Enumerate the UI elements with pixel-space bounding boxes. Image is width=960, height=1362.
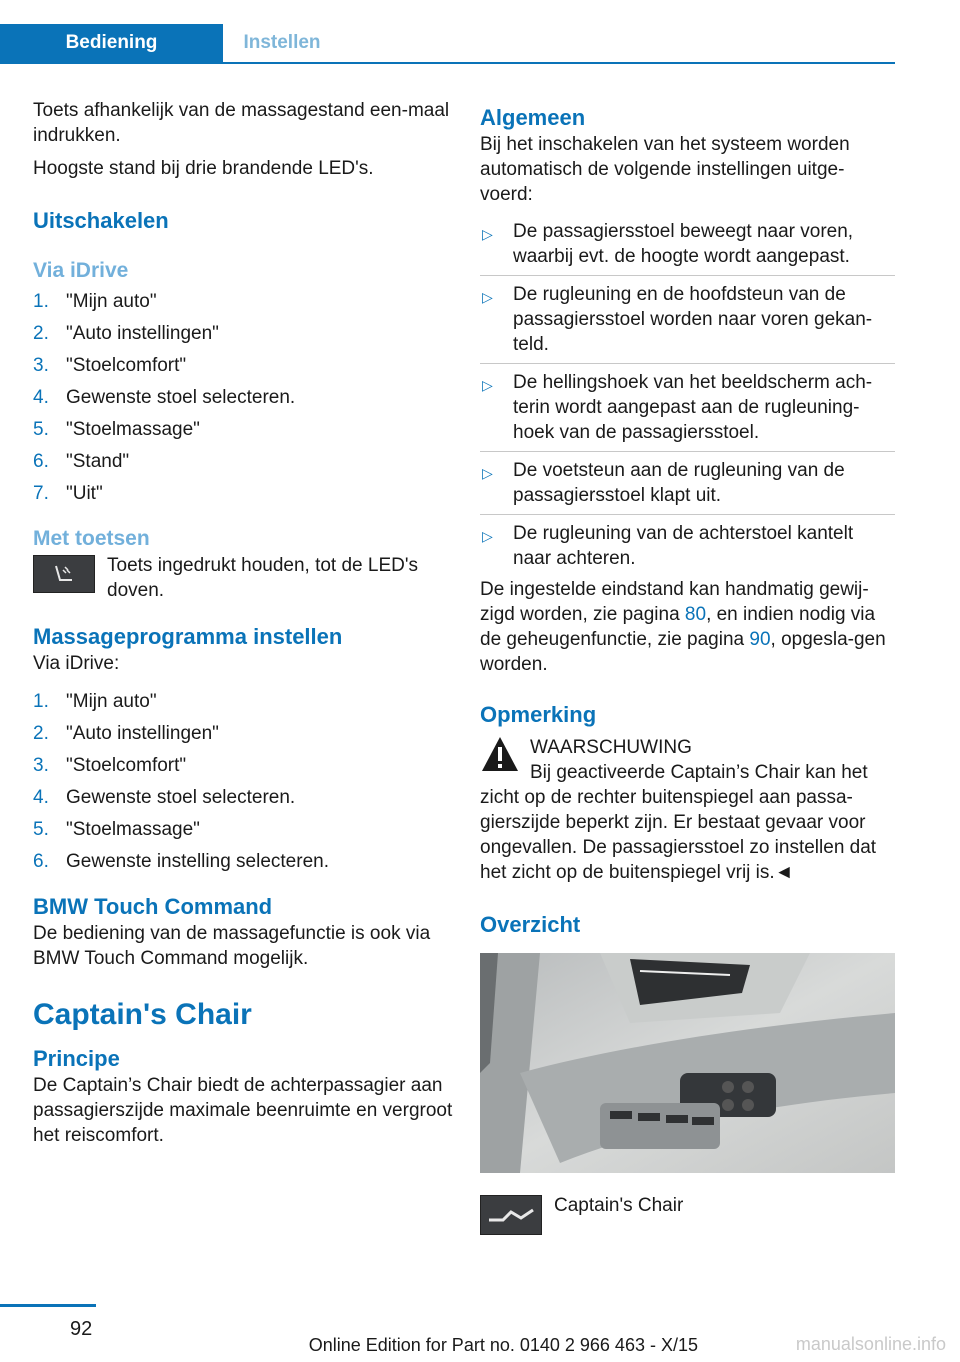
footer-divider — [0, 1304, 96, 1307]
section-heading-uitschakelen: Uitschakelen — [33, 208, 169, 233]
step-text: "Auto instellingen" — [66, 723, 219, 744]
bullet-text: De hellingshoek van het beeldscherm ach-terin wordt aangepast aan de rugleuning-hoek van de passagiersstoel. — [513, 372, 873, 443]
list-item — [480, 219, 895, 276]
list-item — [33, 817, 453, 842]
section-heading-algemeen: Algemeen — [480, 105, 586, 130]
end-position-text-part: , en indien nodig via de geheugenfunctie, zie pagina — [480, 604, 876, 650]
list-item — [480, 370, 895, 452]
list-item — [33, 481, 453, 506]
steps-list-off — [33, 289, 453, 506]
settings-bullet-list — [480, 219, 895, 571]
captains-chair-button-legend — [480, 1193, 895, 1263]
step-text: Gewenste stoel selecteren. — [66, 787, 296, 808]
page-number: 92 — [70, 1318, 93, 1340]
step-text: "Stoelmassage" — [66, 819, 200, 840]
step-number: 6. — [33, 851, 49, 872]
door-panel-photo — [480, 953, 895, 1173]
captains-chair-caption: Captain's Chair — [554, 1195, 684, 1216]
program-intro: Via iDrive: — [33, 653, 120, 674]
list-item — [33, 417, 453, 442]
step-number: 2. — [33, 323, 49, 344]
step-text: "Mijn auto" — [66, 691, 157, 712]
steps-list-program — [33, 689, 453, 874]
step-number: 6. — [33, 451, 49, 472]
triangle-bullet-icon: ▷ — [482, 528, 493, 544]
principle-text: De Captain’s Chair biedt de achterpassagier aan passagierszijde maximale beenruimte en vergroot het reiscomfort. — [33, 1075, 453, 1146]
subheading-met-toetsen: Met toetsen — [33, 527, 150, 550]
step-number: 4. — [33, 387, 49, 408]
watermark: manualsonline.info — [795, 1334, 946, 1354]
warning-triangle-icon — [480, 735, 520, 773]
section-heading-massageprogramma: Massageprogramma instellen — [33, 624, 343, 649]
step-text: "Stoelcomfort" — [66, 355, 187, 376]
list-item — [33, 849, 453, 874]
chapter-heading-captains-chair: Captain's Chair — [33, 998, 252, 1031]
page-link-90[interactable]: 90 — [749, 629, 771, 650]
step-number: 2. — [33, 723, 49, 744]
warning-title: WAARSCHUWING — [530, 737, 692, 758]
list-item — [33, 721, 453, 746]
section-heading-opmerking: Opmerking — [480, 702, 597, 727]
step-number: 3. — [33, 755, 49, 776]
subheading-via-idrive: Via iDrive — [33, 259, 129, 282]
step-number: 3. — [33, 355, 49, 376]
list-item — [480, 458, 895, 515]
triangle-bullet-icon: ▷ — [482, 465, 493, 481]
triangle-bullet-icon: ▷ — [482, 377, 493, 393]
step-text: "Stoelcomfort" — [66, 755, 187, 776]
list-item — [33, 753, 453, 778]
step-text: "Stoelmassage" — [66, 419, 200, 440]
left-column — [33, 98, 453, 1148]
bullet-text: De voetsteun aan de rugleuning van de passagiersstoel klapt uit. — [513, 460, 845, 506]
page-link-80[interactable]: 80 — [684, 604, 707, 625]
step-number: 4. — [33, 787, 49, 808]
touch-command-text: De bediening van de massagefunctie is ook via BMW Touch Command mogelijk. — [33, 923, 431, 969]
section-heading-touch-command: BMW Touch Command — [33, 894, 273, 919]
bullet-text: De passagiersstoel beweegt naar voren, waarbij evt. de hoogte wordt aangepast. — [513, 221, 854, 267]
list-item — [480, 521, 895, 571]
list-item — [33, 385, 453, 410]
tab-bediening[interactable]: Bediening — [0, 24, 223, 62]
seat-massage-button-icon — [33, 555, 95, 593]
tab-instellen[interactable]: Instellen — [243, 32, 321, 53]
step-number: 7. — [33, 483, 49, 504]
right-column — [480, 104, 895, 1263]
step-text: Gewenste stoel selecteren. — [66, 387, 296, 408]
triangle-bullet-icon: ▷ — [482, 289, 493, 305]
end-position-text-part: De ingestelde eindstand kan handmatig gewij-zigd worden, zie pagina — [480, 579, 869, 625]
end-position-text-part: , opgesla-gen worden. — [480, 629, 886, 675]
list-item — [33, 785, 453, 810]
section-heading-overzicht: Overzicht — [480, 912, 581, 937]
edition-footer: Online Edition for Part no. 0140 2 966 463 - X/15 — [308, 1335, 698, 1355]
button-instruction-text: Toets ingedrukt houden, tot de LED's doven. — [107, 555, 418, 601]
step-text: "Stand" — [66, 451, 130, 472]
intro-paragraph: Hoogste stand bij drie brandende LED's. — [33, 158, 374, 179]
step-number: 1. — [33, 291, 49, 312]
list-item — [33, 353, 453, 378]
warning-text: Bij geactiveerde Captain’s Chair kan het zicht op de rechter buitenspiegel aan passa-gierszijde beperkt zijn. Er bestaat gevaar voor ongevallen. De passagiersstoel zo instellen dat het zicht op de buitenspiegel vrij is.◄ — [480, 762, 877, 883]
bullet-text: De rugleuning en de hoofdsteun van de passagiersstoel worden naar voren gekan-teld. — [513, 284, 873, 355]
list-item — [33, 449, 453, 474]
step-text: Gewenste instelling selecteren. — [66, 851, 329, 872]
general-intro: Bij het inschakelen van het systeem worden automatisch de volgende instellingen uitge-voerd: — [480, 134, 850, 205]
step-number: 5. — [33, 819, 49, 840]
list-item — [33, 289, 453, 314]
bullet-text: De rugleuning van de achterstoel kantelt naar achteren. — [513, 523, 854, 569]
intro-paragraph: Toets afhankelijk van de massagestand een-maal indrukken. — [33, 100, 450, 146]
end-position-text — [480, 577, 895, 677]
step-text: "Auto instellingen" — [66, 323, 219, 344]
list-item — [33, 321, 453, 346]
step-number: 5. — [33, 419, 49, 440]
triangle-bullet-icon: ▷ — [482, 226, 493, 242]
section-heading-principe: Principe — [33, 1046, 120, 1071]
captains-chair-button-icon — [480, 1195, 542, 1235]
section-tabs — [0, 24, 895, 64]
button-instruction — [33, 553, 453, 623]
step-number: 1. — [33, 691, 49, 712]
step-text: "Mijn auto" — [66, 291, 157, 312]
warning-box — [480, 735, 895, 885]
step-text: "Uit" — [66, 483, 103, 504]
list-item — [480, 282, 895, 364]
list-item — [33, 689, 453, 714]
